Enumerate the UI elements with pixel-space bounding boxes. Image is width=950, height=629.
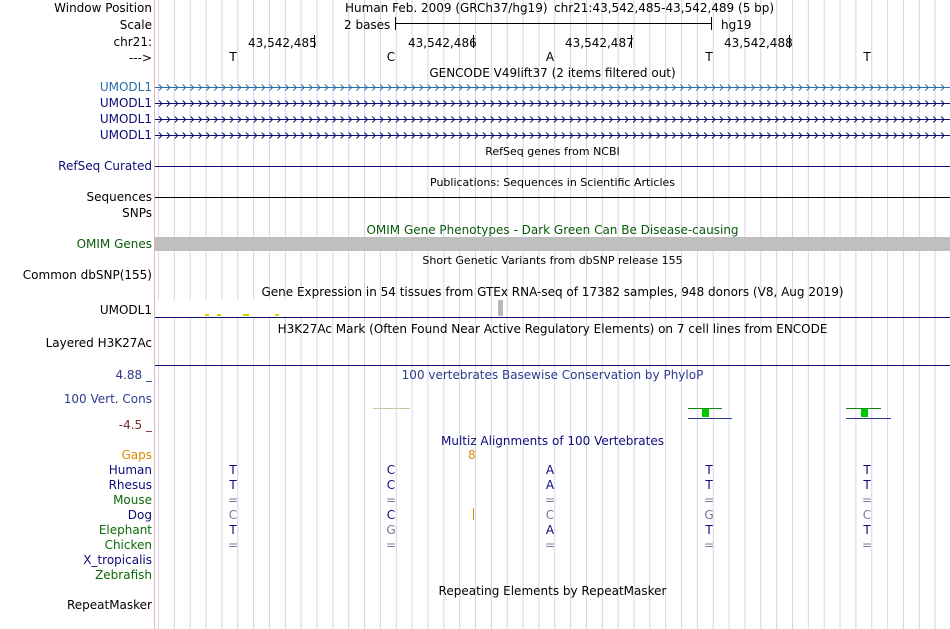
ref-base: T <box>863 50 871 64</box>
species-label-dog: Dog <box>127 508 152 522</box>
gencode-item-label[interactable]: UMODL1 <box>99 96 152 110</box>
alignment-base: G <box>704 508 714 522</box>
alignment-base: = <box>861 538 873 552</box>
alignment-base: = <box>544 538 556 552</box>
position-text: chr21:43,542,485-43,542,489 (5 bp) <box>554 1 775 15</box>
phylop-title[interactable]: 100 vertebrates Basewise Conservation by PhyloP <box>401 368 704 382</box>
species-label-elephant: Elephant <box>98 523 152 537</box>
species-label-rhesus: Rhesus <box>108 478 152 492</box>
gap-count: 8 <box>468 448 476 462</box>
gencode-item-label[interactable]: UMODL1 <box>99 112 152 126</box>
ref-base: T <box>229 50 237 64</box>
phylop-label[interactable]: 100 Vert. Cons <box>63 392 152 406</box>
snps-label[interactable]: SNPs <box>122 206 152 220</box>
alignment-base: T <box>229 523 237 537</box>
chrom-label: chr21: <box>113 35 152 49</box>
ref-base: A <box>545 50 555 64</box>
phylop-min-label: -4.5 _ <box>118 418 152 432</box>
alignment-base: = <box>385 538 397 552</box>
dbsnp-title[interactable]: Short Genetic Variants from dbSNP release 155 <box>422 254 683 267</box>
assembly-title: Human Feb. 2009 (GRCh37/hg19) <box>345 1 548 15</box>
h3k27ac-title[interactable]: H3K27Ac Mark (Often Found Near Active Regulatory Elements) on 7 cell lines from ENCODE <box>277 322 828 336</box>
alignment-base: = <box>227 493 239 507</box>
alignment-base: C <box>386 463 396 477</box>
gtex-gene-label[interactable]: UMODL1 <box>99 303 152 317</box>
species-label-zebrafish: Zebrafish <box>95 568 152 582</box>
coord-label: 43,542,486 <box>408 36 477 50</box>
gencode-transcripts <box>155 88 950 136</box>
coord-label: 43,542,488 <box>724 36 793 50</box>
gencode-title[interactable]: GENCODE V49lift37 (2 items filtered out) <box>429 66 676 80</box>
h3k27ac-label[interactable]: Layered H3K27Ac <box>45 336 152 350</box>
alignment-base: = <box>703 538 715 552</box>
alignment-base: T <box>863 478 871 492</box>
species-label-mouse: Mouse <box>113 493 152 507</box>
alignment-base: = <box>703 493 715 507</box>
omim-title[interactable]: OMIM Gene Phenotypes - Dark Green Can Be Disease-causing <box>366 223 739 237</box>
db-text: hg19 <box>721 18 752 32</box>
alignment-base: = <box>227 538 239 552</box>
gencode-item-label[interactable]: UMODL1 <box>99 80 152 94</box>
refseq-label[interactable]: RefSeq Curated <box>58 159 152 173</box>
alignment-base: C <box>386 508 396 522</box>
coord-label: 43,542,485 <box>248 36 317 50</box>
strand-chevrons <box>159 85 944 139</box>
strand-label: ---> <box>128 51 152 65</box>
coord-label: 43,542,487 <box>565 36 634 50</box>
gencode-item-label[interactable]: UMODL1 <box>99 128 152 142</box>
sequences-label[interactable]: Sequences <box>86 190 152 204</box>
alignment-base: = <box>861 493 873 507</box>
species-label-xtropicalis: X_tropicalis <box>83 553 152 567</box>
track-label-column <box>0 0 155 629</box>
alignment-base: T <box>705 463 713 477</box>
alignment-base: C <box>862 508 872 522</box>
ref-base: T <box>705 50 713 64</box>
alignment-base: C <box>545 508 555 522</box>
ref-base: C <box>386 50 396 64</box>
alignment-base: = <box>544 493 556 507</box>
scale-label: Scale <box>119 18 152 32</box>
gtex-title[interactable]: Gene Expression in 54 tissues from GTEx RNA-seq of 17382 samples, 948 donors (V8, Aug 2019) <box>261 285 844 299</box>
alignment-base: G <box>386 523 396 537</box>
coordinate-ticks <box>315 35 790 48</box>
scale-text: 2 bases <box>344 18 391 32</box>
omim-label[interactable]: OMIM Genes <box>76 237 152 251</box>
species-label-human: Human <box>108 463 152 477</box>
phylop-max-label: 4.88 _ <box>115 368 152 382</box>
alignment-base: T <box>705 523 713 537</box>
alignment-base: T <box>863 463 871 477</box>
alignment-base: = <box>385 493 397 507</box>
alignment-base: C <box>228 508 238 522</box>
alignment-base: A <box>545 523 555 537</box>
multiz-title[interactable]: Multiz Alignments of 100 Vertebrates <box>440 434 665 448</box>
scale-bar <box>395 17 712 30</box>
alignment-base: T <box>229 478 237 492</box>
publications-title[interactable]: Publications: Sequences in Scientific Articles <box>430 176 675 189</box>
phylop-marks <box>373 409 891 419</box>
alignment-base: C <box>386 478 396 492</box>
window-position-label: Window Position <box>54 1 152 15</box>
species-label-chicken: Chicken <box>104 538 152 552</box>
dbsnp-label[interactable]: Common dbSNP(155) <box>22 268 152 282</box>
omim-bar <box>155 237 950 251</box>
repeatmasker-title[interactable]: Repeating Elements by RepeatMasker <box>438 584 667 598</box>
repeatmasker-label[interactable]: RepeatMasker <box>66 598 152 612</box>
alignment-base: T <box>229 463 237 477</box>
alignment-base: T <box>705 478 713 492</box>
gaps-label: Gaps <box>121 448 152 462</box>
gtex-bars <box>155 300 950 318</box>
browser-image[interactable] <box>155 0 950 629</box>
refseq-title[interactable]: RefSeq genes from NCBI <box>485 145 620 158</box>
alignment-base: A <box>545 463 555 477</box>
alignment-base: T <box>863 523 871 537</box>
alignment-base: A <box>545 478 555 492</box>
